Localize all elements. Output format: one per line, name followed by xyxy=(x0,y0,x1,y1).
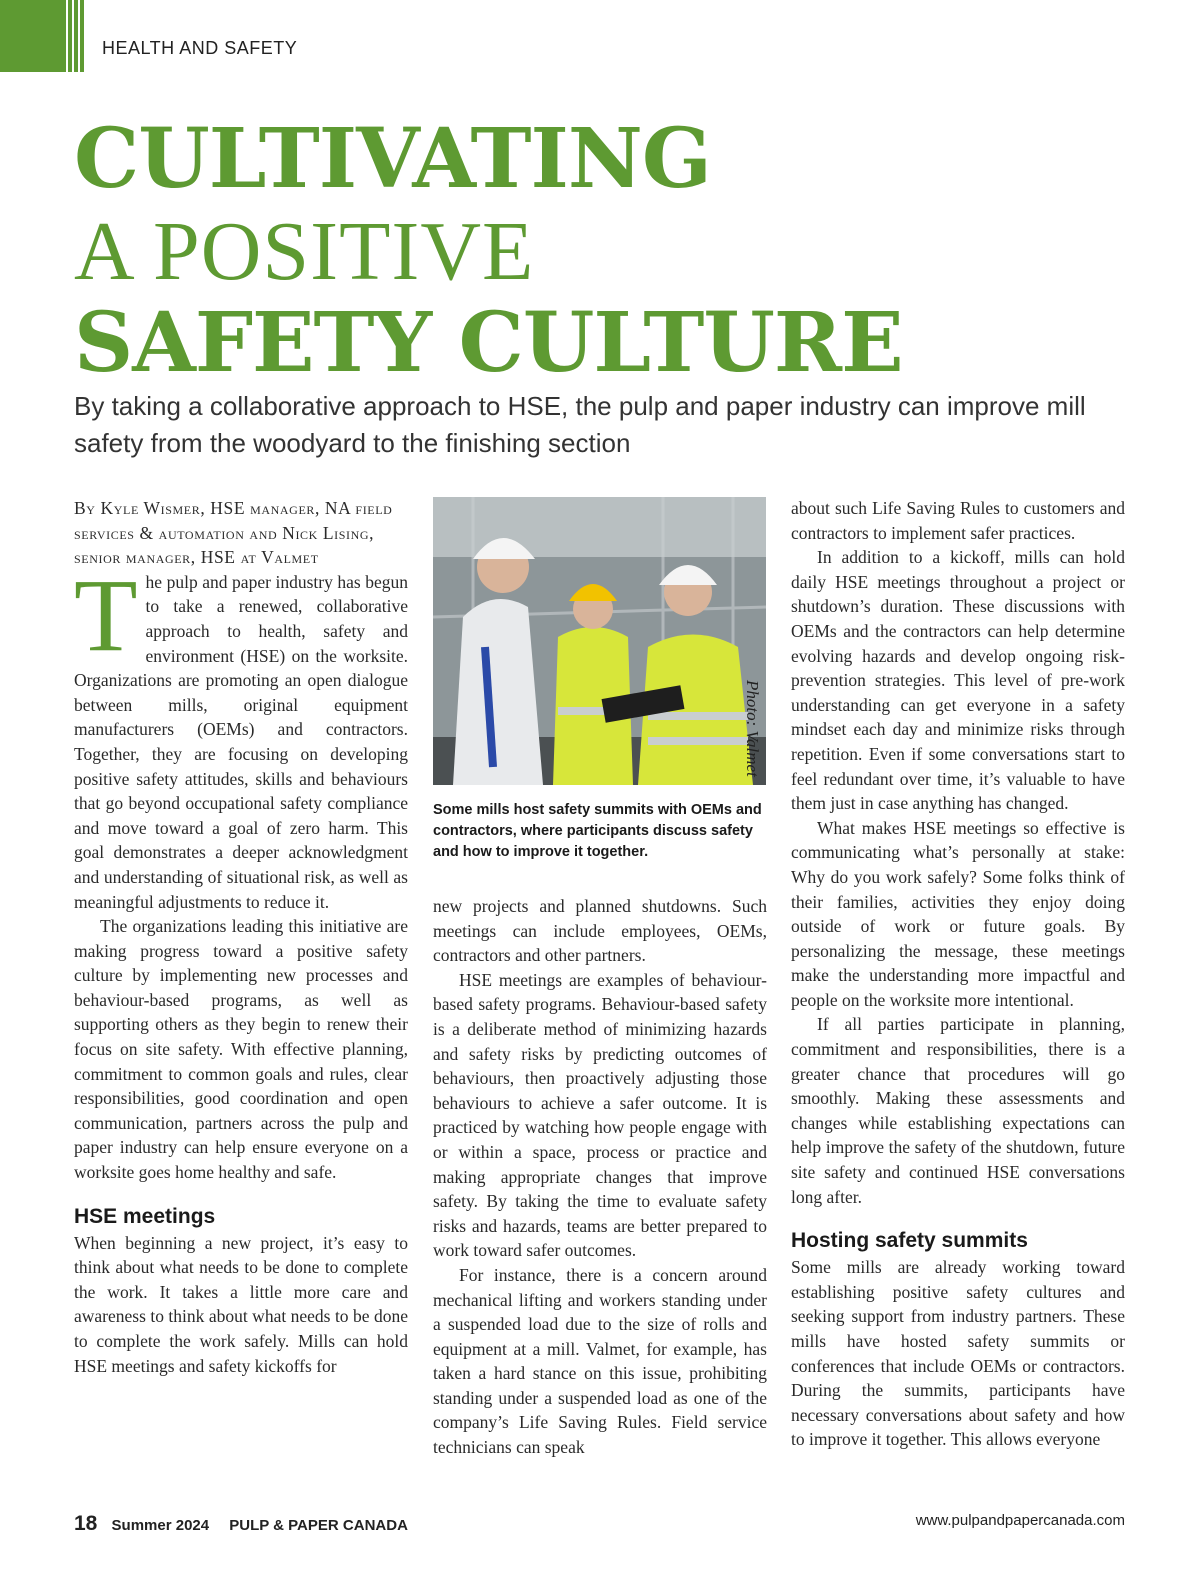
workers-photo-illustration xyxy=(433,497,766,785)
photo-caption: Some mills host safety summits with OEMs and contractors, where participants discuss safety and how to improve it together. xyxy=(433,802,762,860)
paragraph: If all parties participate in planning, commitment and responsibilities, there is a greater chance that procedures will go smoothly. Making these assessments and changes while establishing expectations can help improve the safety of the shutdown, future site safety and continued HSE conversations long after. xyxy=(791,1014,1125,1207)
drop-cap: T xyxy=(74,557,138,673)
paragraph: The organizations leading this initiative are making progress toward a positive safety culture by implementing new processes and behaviour-based programs, as well as supporting others as they begin to renew their focus on site safety. With effective planning, commitment to common goals and rules, clear responsibilities, good coordination and open communication, partners across the pulp and paper industry can help ensure everyone on a worksite goes home healthy and safe. xyxy=(74,916,408,1183)
article-photo xyxy=(433,497,766,785)
headline-line-3: SAFETY CULTURE xyxy=(74,295,903,391)
footer-left xyxy=(74,1512,408,1536)
column-2 xyxy=(433,894,767,1460)
subhead-hse-meetings: HSE meetings xyxy=(74,1204,216,1228)
paragraph: about such Life Saving Rules to customers and contractors to implement safer practices. xyxy=(791,498,1125,543)
deck-subtitle: By taking a collaborative approach to HSE, the pulp and paper industry can improve mill safety from the woodyard to the finishing section xyxy=(74,391,1086,458)
paragraph: For instance, there is a concern around mechanical lifting and workers standing under a suspended load due to the size of rolls and equipment at a mill. Valmet, for example, has taken a hard stance on this issue, prohibiting standing under a suspended load as one of the company’s Life Saving Rules. Field service technicians can speak xyxy=(433,1264,767,1458)
paragraph: When beginning a new project, it’s easy to think about what needs to be done to complete the work. It takes a little more care and awareness to think about what needs to be done to complete the work safely. Mills can hold HSE meetings and safety kickoffs for xyxy=(74,1232,408,1376)
section-label: HEALTH AND SAFETY xyxy=(102,38,298,58)
publication-name: PULP & PAPER CANADA xyxy=(229,1517,408,1534)
headline xyxy=(74,111,903,391)
paragraph xyxy=(74,557,408,914)
headline-line-1: CULTIVATING xyxy=(74,111,711,207)
column-3 xyxy=(791,496,1125,1452)
section-bar-stripes xyxy=(62,0,86,72)
paragraph: HSE meetings are examples of behaviour-based safety programs. Behaviour-based safety is a deliberate method of minimizing hazards and safety risks by predicting outcomes of behaviours, then proactively adjusting those behaviours to achieve a safer outcome. It is practiced by watching how people engage with or within a space, process or practice and making appropriate changes that improve safety. By taking the time to evaluate safety risks and hazards, teams are better prepared to work toward safer outcomes. xyxy=(433,969,767,1261)
page-number: 18 xyxy=(74,1512,98,1535)
byline: By Kyle Wismer, HSE manager, NA field services & automation and Nick Lising, senior manager, HSE at Valmet xyxy=(74,498,393,568)
issue-date: Summer 2024 xyxy=(111,1517,210,1534)
column-1 xyxy=(74,496,408,1378)
website-link[interactable]: www.pulpandpapercanada.com xyxy=(915,1512,1125,1529)
paragraph: What makes HSE meetings so effective is communicating what’s personally at stake: Why do you work safely? Some folks think of their families, activities they enjoy doing outside of work or future goals. By personalizing the message, these meetings make the understanding more impactful and people on the worksite more intentional. xyxy=(791,817,1125,1010)
paragraph: Some mills are already working toward establishing positive safety cultures and seeking support from industry partners. These mills have hosted safety summits or conferences that include OEMs or contractors. During the summits, participants have necessary conversations about safety and how to improve it together. This allows everyone xyxy=(791,1257,1125,1450)
paragraph: new projects and planned shutdowns. Such meetings can include employees, OEMs, contractors and other partners. xyxy=(433,896,767,966)
subhead-safety-summits: Hosting safety summits xyxy=(791,1229,1028,1253)
headline-line-2: A POSITIVE xyxy=(74,205,535,298)
paragraph-text: he pulp and paper industry has begun to take a renewed, collaborative approach to health, safety and environment (HSE) on the worksite. Organizations are promoting an open dialogue between mills, original equipment manufacturers (OEMs) and contractors. Together, they are focusing on developing positive safety attitudes, skills and behaviours that go beyond occupational safety compliance and move toward a goal of zero harm. This goal demonstrates a deeper acknowledgment and understanding of situational risk, as well as meaningful adjustments to reduce it. xyxy=(74,571,408,912)
paragraph: In addition to a kickoff, mills can hold daily HSE meetings throughout a project or shutdown’s duration. These discussions with OEMs and the contractors can help determine evolving hazards and develop ongoing risk-prevention strategies. This level of pre-work understanding can get everyone in a safety mindset each day and minimize risks through repetition. Even if some conversations start to feel redundant over time, it’s valuable to have them just in case anything has changed. xyxy=(791,547,1125,814)
section-color-bar xyxy=(0,0,86,72)
